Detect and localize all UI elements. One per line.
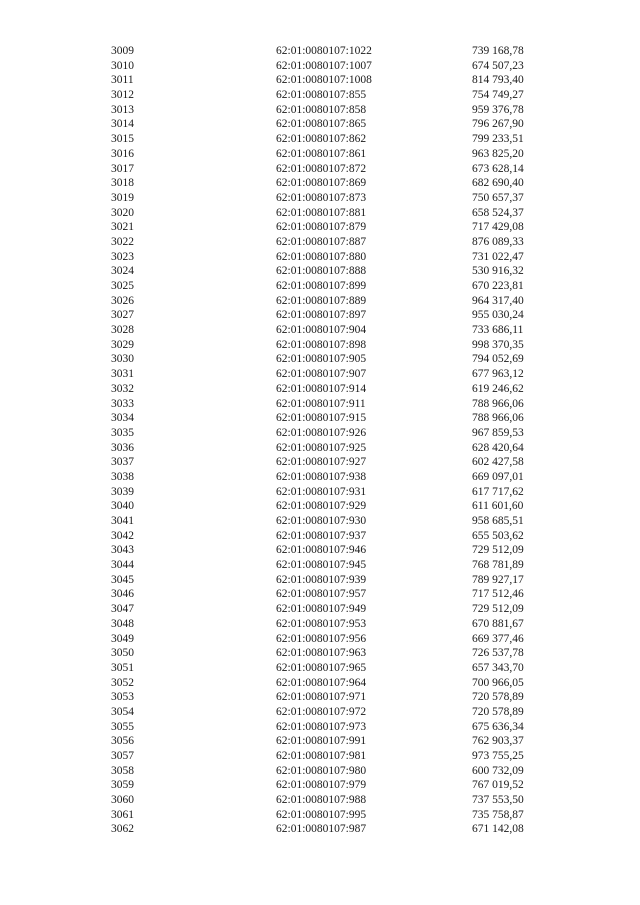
cadastral-number: 62:01:0080107:904 [276, 324, 367, 337]
table-row [0, 279, 640, 294]
row-number: 3015 [111, 133, 134, 146]
row-number: 3054 [111, 705, 134, 718]
table-row [0, 397, 640, 412]
cadastral-number: 62:01:0080107:956 [276, 632, 367, 645]
cadastral-value: 655 503,62 [472, 529, 524, 542]
cadastral-value: 767 019,52 [472, 779, 524, 792]
cadastral-value: 611 601,60 [472, 500, 524, 513]
cadastral-number: 62:01:0080107:926 [276, 426, 367, 439]
cadastral-value: 754 749,27 [472, 89, 524, 102]
row-number: 3010 [111, 59, 134, 72]
cadastral-value: 789 927,17 [472, 573, 524, 586]
cadastral-number: 62:01:0080107:907 [276, 368, 367, 381]
row-number: 3012 [111, 89, 134, 102]
cadastral-number: 62:01:0080107:929 [276, 500, 367, 513]
cadastral-value: 717 429,08 [472, 221, 524, 234]
cadastral-value: 720 578,89 [472, 691, 524, 704]
row-number: 3047 [111, 603, 134, 616]
cadastral-number: 62:01:0080107:987 [276, 823, 367, 836]
table-row [0, 162, 640, 177]
cadastral-value: 675 636,34 [472, 720, 524, 733]
row-number: 3058 [111, 764, 134, 777]
row-number: 3044 [111, 559, 134, 572]
row-number: 3027 [111, 309, 134, 322]
cadastral-value: 726 537,78 [472, 647, 524, 660]
cadastral-number: 62:01:0080107:1022 [276, 45, 372, 57]
table-row [0, 690, 640, 705]
cadastral-number: 62:01:0080107:965 [276, 661, 367, 674]
row-number: 3030 [111, 353, 134, 366]
cadastral-number: 62:01:0080107:988 [276, 794, 367, 807]
row-number: 3049 [111, 632, 134, 645]
cadastral-value: 733 686,11 [472, 324, 524, 337]
table-row [0, 44, 640, 59]
cadastral-number: 62:01:0080107:899 [276, 280, 367, 292]
cadastral-value: 717 512,46 [472, 588, 524, 601]
cadastral-number: 62:01:0080107:995 [276, 808, 367, 821]
row-number: 3022 [111, 235, 134, 248]
table-row [0, 822, 640, 837]
cadastral-number: 62:01:0080107:945 [276, 559, 367, 572]
row-number: 3024 [111, 265, 134, 278]
table-row [0, 294, 640, 309]
row-number: 3028 [111, 324, 134, 337]
table-row [0, 749, 640, 764]
row-number: 3059 [111, 779, 134, 792]
cadastral-value: 750 657,37 [472, 191, 524, 204]
table-row [0, 220, 640, 235]
cadastral-value: 735 758,87 [472, 808, 524, 821]
cadastral-number: 62:01:0080107:869 [276, 177, 367, 190]
row-number: 3041 [111, 515, 134, 527]
cadastral-value: 762 903,37 [472, 735, 524, 748]
table-row [0, 323, 640, 338]
table-row [0, 587, 640, 602]
row-number: 3038 [111, 470, 134, 483]
table-row [0, 308, 640, 323]
cadastral-value: 700 966,05 [472, 676, 524, 689]
row-number: 3013 [111, 103, 134, 116]
row-number: 3053 [111, 691, 134, 704]
cadastral-number: 62:01:0080107:889 [276, 294, 367, 307]
table-row [0, 147, 640, 162]
cadastral-value: 729 512,09 [472, 603, 524, 616]
cadastral-value: 973 755,25 [472, 750, 524, 762]
cadastral-number: 62:01:0080107:905 [276, 353, 367, 366]
cadastral-value: 619 246,62 [472, 382, 524, 395]
row-number: 3025 [111, 280, 134, 292]
cadastral-number: 62:01:0080107:888 [276, 265, 367, 278]
row-number: 3056 [111, 735, 134, 748]
cadastral-value: 768 781,89 [472, 559, 524, 572]
table-row [0, 441, 640, 456]
row-number: 3042 [111, 529, 134, 542]
table-row [0, 661, 640, 676]
cadastral-value: 963 825,20 [472, 147, 524, 160]
cadastral-value: 530 916,32 [472, 265, 524, 278]
cadastral-value: 673 628,14 [472, 162, 524, 175]
row-number: 3057 [111, 750, 134, 762]
cadastral-value: 739 168,78 [472, 45, 524, 57]
row-number: 3034 [111, 412, 134, 425]
cadastral-number: 62:01:0080107:879 [276, 221, 367, 234]
cadastral-value: 737 553,50 [472, 794, 524, 807]
row-number: 3050 [111, 647, 134, 660]
cadastral-value: 602 427,58 [472, 456, 524, 469]
table-row [0, 338, 640, 353]
row-number: 3009 [111, 45, 134, 57]
cadastral-value: 628 420,64 [472, 441, 524, 454]
cadastral-value: 731 022,47 [472, 250, 524, 263]
row-number: 3020 [111, 206, 134, 219]
cadastral-number: 62:01:0080107:925 [276, 441, 367, 454]
row-number: 3018 [111, 177, 134, 190]
row-number: 3052 [111, 676, 134, 689]
table-row [0, 206, 640, 221]
cadastral-number: 62:01:0080107:872 [276, 162, 367, 175]
row-number: 3062 [111, 823, 134, 836]
table-row [0, 117, 640, 132]
cadastral-value: 955 030,24 [472, 309, 524, 322]
cadastral-value: 682 690,40 [472, 177, 524, 190]
cadastral-number: 62:01:0080107:1008 [276, 74, 372, 87]
table-row [0, 543, 640, 558]
cadastral-value: 720 578,89 [472, 705, 524, 718]
table-row [0, 264, 640, 279]
cadastral-number: 62:01:0080107:963 [276, 647, 367, 660]
cadastral-value: 671 142,08 [472, 823, 524, 836]
cadastral-value: 788 966,06 [472, 412, 524, 425]
row-number: 3021 [111, 221, 134, 234]
cadastral-value: 814 793,40 [472, 74, 524, 87]
cadastral-number: 62:01:0080107:939 [276, 573, 367, 586]
table-row [0, 632, 640, 647]
table-row [0, 529, 640, 544]
cadastral-number: 62:01:0080107:991 [276, 735, 367, 748]
table-row [0, 602, 640, 617]
cadastral-value: 998 370,35 [472, 338, 524, 351]
cadastral-number: 62:01:0080107:898 [276, 338, 367, 351]
cadastral-number: 62:01:0080107:914 [276, 382, 367, 395]
row-number: 3019 [111, 191, 134, 204]
table-row [0, 720, 640, 735]
table-row [0, 514, 640, 529]
cadastral-number: 62:01:0080107:897 [276, 309, 367, 322]
table-row [0, 352, 640, 367]
cadastral-value: 967 859,53 [472, 426, 524, 439]
table-row [0, 705, 640, 720]
table-row [0, 499, 640, 514]
table-row [0, 59, 640, 74]
cadastral-value: 959 376,78 [472, 103, 524, 116]
cadastral-number: 62:01:0080107:927 [276, 456, 367, 469]
table-row [0, 411, 640, 426]
cadastral-number: 62:01:0080107:980 [276, 764, 367, 777]
table-row [0, 470, 640, 485]
cadastral-value: 617 717,62 [472, 485, 524, 498]
row-number: 3033 [111, 397, 134, 410]
cadastral-value: 674 507,23 [472, 59, 524, 72]
cadastral-number: 62:01:0080107:938 [276, 470, 367, 483]
table-row [0, 455, 640, 470]
cadastral-number: 62:01:0080107:858 [276, 103, 367, 116]
cadastral-number: 62:01:0080107:946 [276, 544, 367, 557]
cadastral-value: 964 317,40 [472, 294, 524, 307]
row-number: 3029 [111, 338, 134, 351]
row-number: 3039 [111, 485, 134, 498]
table-row [0, 793, 640, 808]
table-row [0, 176, 640, 191]
cadastral-number: 62:01:0080107:862 [276, 133, 367, 146]
cadastral-value: 794 052,69 [472, 353, 524, 366]
cadastral-number: 62:01:0080107:953 [276, 617, 367, 630]
table-row [0, 558, 640, 573]
cadastral-value: 796 267,90 [472, 118, 524, 131]
cadastral-number: 62:01:0080107:964 [276, 676, 367, 689]
row-number: 3014 [111, 118, 134, 131]
row-number: 3036 [111, 441, 134, 454]
table-row [0, 734, 640, 749]
cadastral-value: 670 881,67 [472, 617, 524, 630]
cadastral-number: 62:01:0080107:881 [276, 206, 367, 219]
row-number: 3045 [111, 573, 134, 586]
cadastral-value: 657 343,70 [472, 661, 524, 674]
table-row [0, 382, 640, 397]
cadastral-number: 62:01:0080107:865 [276, 118, 367, 131]
table-row [0, 617, 640, 632]
cadastral-number: 62:01:0080107:981 [276, 750, 367, 762]
table-row [0, 367, 640, 382]
row-number: 3023 [111, 250, 134, 263]
cadastral-number: 62:01:0080107:861 [276, 147, 367, 160]
cadastral-number: 62:01:0080107:915 [276, 412, 367, 425]
row-number: 3060 [111, 794, 134, 807]
cadastral-value: 677 963,12 [472, 368, 524, 381]
cadastral-number: 62:01:0080107:972 [276, 705, 367, 718]
cadastral-value: 788 966,06 [472, 397, 524, 410]
table-row [0, 778, 640, 793]
row-number: 3011 [111, 74, 134, 87]
table-row [0, 426, 640, 441]
cadastral-value: 876 089,33 [472, 235, 524, 248]
cadastral-number: 62:01:0080107:1007 [276, 59, 372, 72]
row-number: 3026 [111, 294, 134, 307]
table-row [0, 485, 640, 500]
row-number: 3017 [111, 162, 134, 175]
cadastral-number: 62:01:0080107:937 [276, 529, 367, 542]
cadastral-number: 62:01:0080107:973 [276, 720, 367, 733]
cadastral-number: 62:01:0080107:887 [276, 235, 367, 248]
cadastral-value: 958 685,51 [472, 515, 524, 527]
cadastral-number: 62:01:0080107:930 [276, 515, 367, 527]
cadastral-value: 729 512,09 [472, 544, 524, 557]
cadastral-value: 600 732,09 [472, 764, 524, 777]
table-row [0, 646, 640, 661]
cadastral-value: 669 097,01 [472, 470, 524, 483]
cadastral-number: 62:01:0080107:911 [276, 397, 366, 410]
table-row [0, 132, 640, 147]
table-row [0, 573, 640, 588]
row-number: 3035 [111, 426, 134, 439]
table-row [0, 191, 640, 206]
cadastral-value-table [0, 44, 640, 837]
cadastral-number: 62:01:0080107:949 [276, 603, 367, 616]
row-number: 3046 [111, 588, 134, 601]
table-row [0, 808, 640, 823]
row-number: 3061 [111, 808, 134, 821]
row-number: 3043 [111, 544, 134, 557]
table-row [0, 764, 640, 779]
table-row [0, 88, 640, 103]
row-number: 3016 [111, 147, 134, 160]
row-number: 3031 [111, 368, 134, 381]
table-row [0, 250, 640, 265]
cadastral-number: 62:01:0080107:873 [276, 191, 367, 204]
row-number: 3055 [111, 720, 134, 733]
row-number: 3037 [111, 456, 134, 469]
row-number: 3040 [111, 500, 134, 513]
table-row [0, 73, 640, 88]
cadastral-number: 62:01:0080107:971 [276, 691, 367, 704]
row-number: 3051 [111, 661, 134, 674]
cadastral-value: 669 377,46 [472, 632, 524, 645]
cadastral-value: 799 233,51 [472, 133, 524, 146]
cadastral-number: 62:01:0080107:931 [276, 485, 367, 498]
cadastral-number: 62:01:0080107:957 [276, 588, 367, 601]
row-number: 3048 [111, 617, 134, 630]
row-number: 3032 [111, 382, 134, 395]
cadastral-number: 62:01:0080107:855 [276, 89, 367, 102]
table-row [0, 103, 640, 118]
table-row [0, 235, 640, 250]
cadastral-value: 670 223,81 [472, 280, 524, 292]
cadastral-value: 658 524,37 [472, 206, 524, 219]
cadastral-number: 62:01:0080107:979 [276, 779, 367, 792]
table-row [0, 676, 640, 691]
cadastral-number: 62:01:0080107:880 [276, 250, 367, 263]
